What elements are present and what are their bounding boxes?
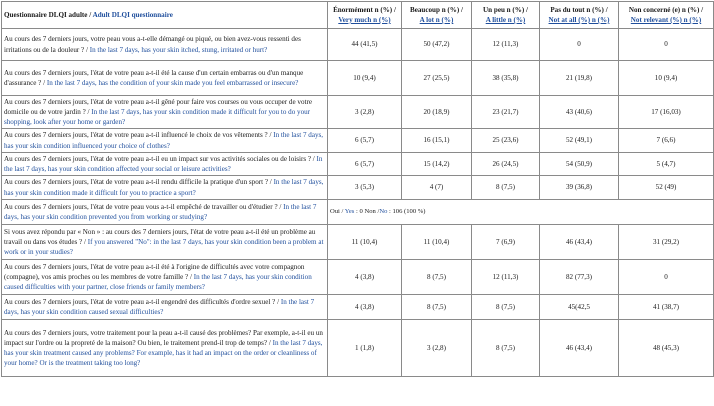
value-cell: 8 (7,5) [402,260,472,295]
value-cell: 16 (15,1) [402,129,472,153]
value-cell: 3 (2,8) [328,96,402,129]
response-yes: Yes [344,207,355,215]
header-col-a-little [472,2,540,29]
question-en: In the last 7 days, has the condition of your skin made you feel embarrassed or insecure? [46,79,299,87]
value-cell: 8 (7,5) [472,295,540,320]
response-oui: Oui / [330,207,345,215]
value-cell: 8 (7,5) [402,295,472,320]
question-fr: Au cours des 7 derniers jours, l'état de votre peau a-t-il été la cause d'un certain embarras ou d'un manque d'assurance ? [4,68,304,87]
value-cell: 10 (9,4) [328,61,402,96]
dlqi-table [1,1,714,377]
question-fr: Au cours des 7 derniers jours, l'état de votre peau a-t-il été à l'origine de difficultés avec votre compagnon (compagne), vos amis proches ou les membres de votre famille ? [4,262,305,281]
value-cell: 46 (43,4) [540,320,619,377]
value-cell: 3 (5,3) [328,176,402,200]
value-cell: 15 (14,2) [402,153,472,176]
header-row [2,2,714,29]
header-col-fr: Beaucoup n (%) / [409,5,463,14]
question-en: In the last 7 days, has your skin treatment caused any problems? For example, has it had an impact on the order or cleanliness of your home? Or is the treatment taking too long? [4,338,323,368]
header-col-fr: Pas du tout n (%) / [550,5,608,14]
header-col-en: Very much n (%) [338,16,391,24]
header-col-fr: Énormément n (%) / [333,5,396,14]
question-en: In the last 7 days, has your skin condition prevented you from working or studying? [4,202,317,221]
table-row [2,129,714,153]
value-cell: 4 (3,8) [328,295,402,320]
question-cell: Au cours des 7 derniers jours, l'état de votre peau a-t-il été la cause d'un certain embarras ou d'un manque d'assurance ? / In the last 7 days, has the condition of your skin made you feel embarrassed or insecure? [2,61,328,96]
value-cell: 50 (47,2) [402,29,472,61]
value-cell: 6 (5,7) [328,153,402,176]
header-question-en: Adult DLQI questionnaire [92,10,173,19]
question-fr: Au cours des 7 derniers jours, votre traitement pour la peau a-t-il causé des problèmes? Par exemple, a-t-il eu un impact sur l'ordre ou la propreté de la maison? Ou bien, le traitement prend-il trop de temps? [4,328,323,347]
table-row [2,295,714,320]
value-cell: 44 (41,5) [328,29,402,61]
header-col-not-relevant [619,2,714,29]
response-count: : 106 (100 %) [387,207,426,215]
table-row [2,29,714,61]
yes-no-response-cell [328,200,714,225]
question-en: In the last 7 days, has your skin condition caused difficulties with your partner, close friends or family members? [4,272,312,292]
header-col-en: Not at all (%) n (%) [548,16,610,24]
header-col-en: A lot n (%) [419,16,454,24]
table-row [2,176,714,200]
table-row [2,200,714,225]
table-row [2,61,714,96]
value-cell: 54 (50,9) [540,153,619,176]
value-cell: 11 (10,4) [402,225,472,260]
question-fr: Au cours des 7 derniers jours, l'état de votre peau a-t-il rendu difficile la pratique d'un sport ? [4,178,269,187]
value-cell: 10 (9,4) [619,61,714,96]
value-cell: 8 (7,5) [472,320,540,377]
value-cell: 6 (5,7) [328,129,402,153]
header-col-en: Not relevant (%) n (%) [630,16,702,24]
value-cell: 0 [540,29,619,61]
header-col-a-lot [402,2,472,29]
value-cell: 43 (40,6) [540,96,619,129]
question-fr: Au cours des 7 derniers jours, l'état de votre peau a-t-il influencé le choix de vos vêtements ? [4,131,268,140]
value-cell: 82 (77,3) [540,260,619,295]
question-fr: Au cours des 7 derniers jours, l'état de votre peau vous a-t-il empêché de travailler ou d'étudier ? [4,202,278,211]
value-cell: 8 (7,5) [472,176,540,200]
question-cell: Au cours des 7 derniers jours, votre traitement pour la peau a-t-il causé des problèmes? Par exemple, a-t-il eu un impact sur l'ordre ou la propreté de la maison? Ou bien, le traitement prend-il trop de temps? / In the last 7 days, has your skin treatment caused any problems? For example, has it had an impact on the order or cleanliness of your home? Or is the treatment taking too long? [2,320,328,377]
question-en: In the last 7 days, has your skin condition influenced your choice of clothes? [4,131,324,150]
table-row [2,153,714,176]
value-cell: 4 (7) [402,176,472,200]
question-en: If you answered "No": in the last 7 days, has your skin condition been a problem at work or in your studies? [4,237,324,257]
question-cell: Au cours des 7 derniers jours, l'état de votre peau a-t-il engendré des difficultés d'ordre sexuel ? / In the last 7 days, has your skin condition caused sexual difficulties? [2,295,328,320]
question-cell: Au cours des 7 derniers jours, l'état de votre peau a-t-il eu un impact sur vos activités sociales ou de loisirs ? / In the last 7 days, has your skin condition affected your social or leisure activities? [2,153,328,176]
value-cell: 45(42,5 [540,295,619,320]
value-cell: 1 (1,8) [328,320,402,377]
value-cell: 4 (3,8) [328,260,402,295]
value-cell: 11 (10,4) [328,225,402,260]
value-cell: 17 (16,03) [619,96,714,129]
header-col-not-at-all [540,2,619,29]
question-cell: Au cours des 7 derniers jours, l'état de votre peau a-t-il gêné pour faire vos courses ou vous occuper de votre domicile ou de votre jardin ? / In the last 7 days, has your skin condition made it difficult for you to do your shopping, look after your home or garden? [2,96,328,129]
value-cell: 23 (21,7) [472,96,540,129]
question-en: In the last 7 days, has your skin itched, stung, irritated or hurt? [89,45,268,54]
value-cell: 0 [619,29,714,61]
value-cell: 41 (38,7) [619,295,714,320]
question-cell: Au cours des 7 derniers jours, l'état de votre peau a-t-il rendu difficile la pratique d'un sport ? / In the last 7 days, has your skin condition made it difficult for you to practice a sport? [2,176,328,200]
question-en: In the last 7 days, has your skin condition affected your social or leisure activities? [4,154,323,173]
question-en: In the last 7 days, has your skin condition made it difficult for you to do your shopping, look after your home or garden? [4,107,311,127]
value-cell: 46 (43,4) [540,225,619,260]
header-col-very-much [328,2,402,29]
question-cell: Au cours des 7 derniers jours, votre peau vous a-t-elle démangé ou piqué, ou bien avez-vous ressenti des irritations ou de la douleur ? / In the last 7 days, has your skin itched, stung, irritated or hurt? [2,29,328,61]
table-row [2,320,714,377]
value-cell: 48 (45,3) [619,320,714,377]
question-fr: Au cours des 7 derniers jours, l'état de votre peau a-t-il eu un impact sur vos activités sociales ou de loisirs ? [4,154,312,163]
question-fr: Si vous avez répondu par « Non » : au cours des 7 derniers jours, l'état de votre peau a-t-il été un problème au travail ou dans vos études ? [4,227,316,246]
value-cell: 12 (11,3) [472,260,540,295]
value-cell: 0 [619,260,714,295]
table-row [2,260,714,295]
value-cell: 52 (49,1) [540,129,619,153]
header-col-fr: Non concerné (e) n (%) / [628,5,704,14]
question-fr: Au cours des 7 derniers jours, l'état de votre peau a-t-il engendré des difficultés d'ordre sexuel ? [4,297,276,306]
value-cell: 31 (29,2) [619,225,714,260]
question-en: In the last 7 days, has your skin condition caused sexual difficulties? [4,297,315,316]
question-fr: Au cours des 7 derniers jours, votre peau vous a-t-elle démangé ou piqué, ou bien avez-vous ressenti des irritations ou de la douleur ? [4,35,301,54]
table-row [2,96,714,129]
header-question-fr: Questionnaire DLQI adulte [4,10,88,19]
value-cell: 21 (19,8) [540,61,619,96]
response-non: : 0 Non / [354,207,380,215]
value-cell: 25 (23,6) [472,129,540,153]
header-col-en: A little n (%) [485,16,526,24]
question-cell: Au cours des 7 derniers jours, l'état de votre peau a-t-il été à l'origine de difficultés avec votre compagnon (compagne), vos amis proches ou les membres de votre famille ? / In the last 7 days, has your skin condition caused difficulties with your partner, close friends or family members? [2,260,328,295]
question-en: In the last 7 days, has your skin condition made it difficult for you to practice a sport? [4,178,324,197]
value-cell: 52 (49) [619,176,714,200]
value-cell: 38 (35,8) [472,61,540,96]
value-cell: 39 (36,8) [540,176,619,200]
value-cell: 27 (25,5) [402,61,472,96]
response-no: No [379,207,388,215]
value-cell: 7 (6,9) [472,225,540,260]
value-cell: 12 (11,3) [472,29,540,61]
question-cell: Si vous avez répondu par « Non » : au cours des 7 derniers jours, l'état de votre peau a-t-il été un problème au travail ou dans vos études ? / If you answered "No": in the last 7 days, has your skin condition been a problem at work or in your studies? [2,225,328,260]
header-question [2,2,328,29]
header-col-fr: Un peu n (%) / [483,5,528,14]
value-cell: 20 (18,9) [402,96,472,129]
value-cell: 26 (24,5) [472,153,540,176]
question-cell: Au cours des 7 derniers jours, l'état de votre peau vous a-t-il empêché de travailler ou d'étudier ? / In the last 7 days, has your skin condition prevented you from working or studying? [2,200,328,225]
question-fr: Au cours des 7 derniers jours, l'état de votre peau a-t-il gêné pour faire vos courses ou vous occuper de votre domicile ou de votre jardin ? [4,97,312,116]
value-cell: 5 (4,7) [619,153,714,176]
value-cell: 7 (6,6) [619,129,714,153]
value-cell: 3 (2,8) [402,320,472,377]
header-question-sep: / [87,10,93,19]
question-cell: Au cours des 7 derniers jours, l'état de votre peau a-t-il influencé le choix de vos vêtements ? / In the last 7 days, has your skin condition influenced your choice of clothes? [2,129,328,153]
table-row [2,225,714,260]
